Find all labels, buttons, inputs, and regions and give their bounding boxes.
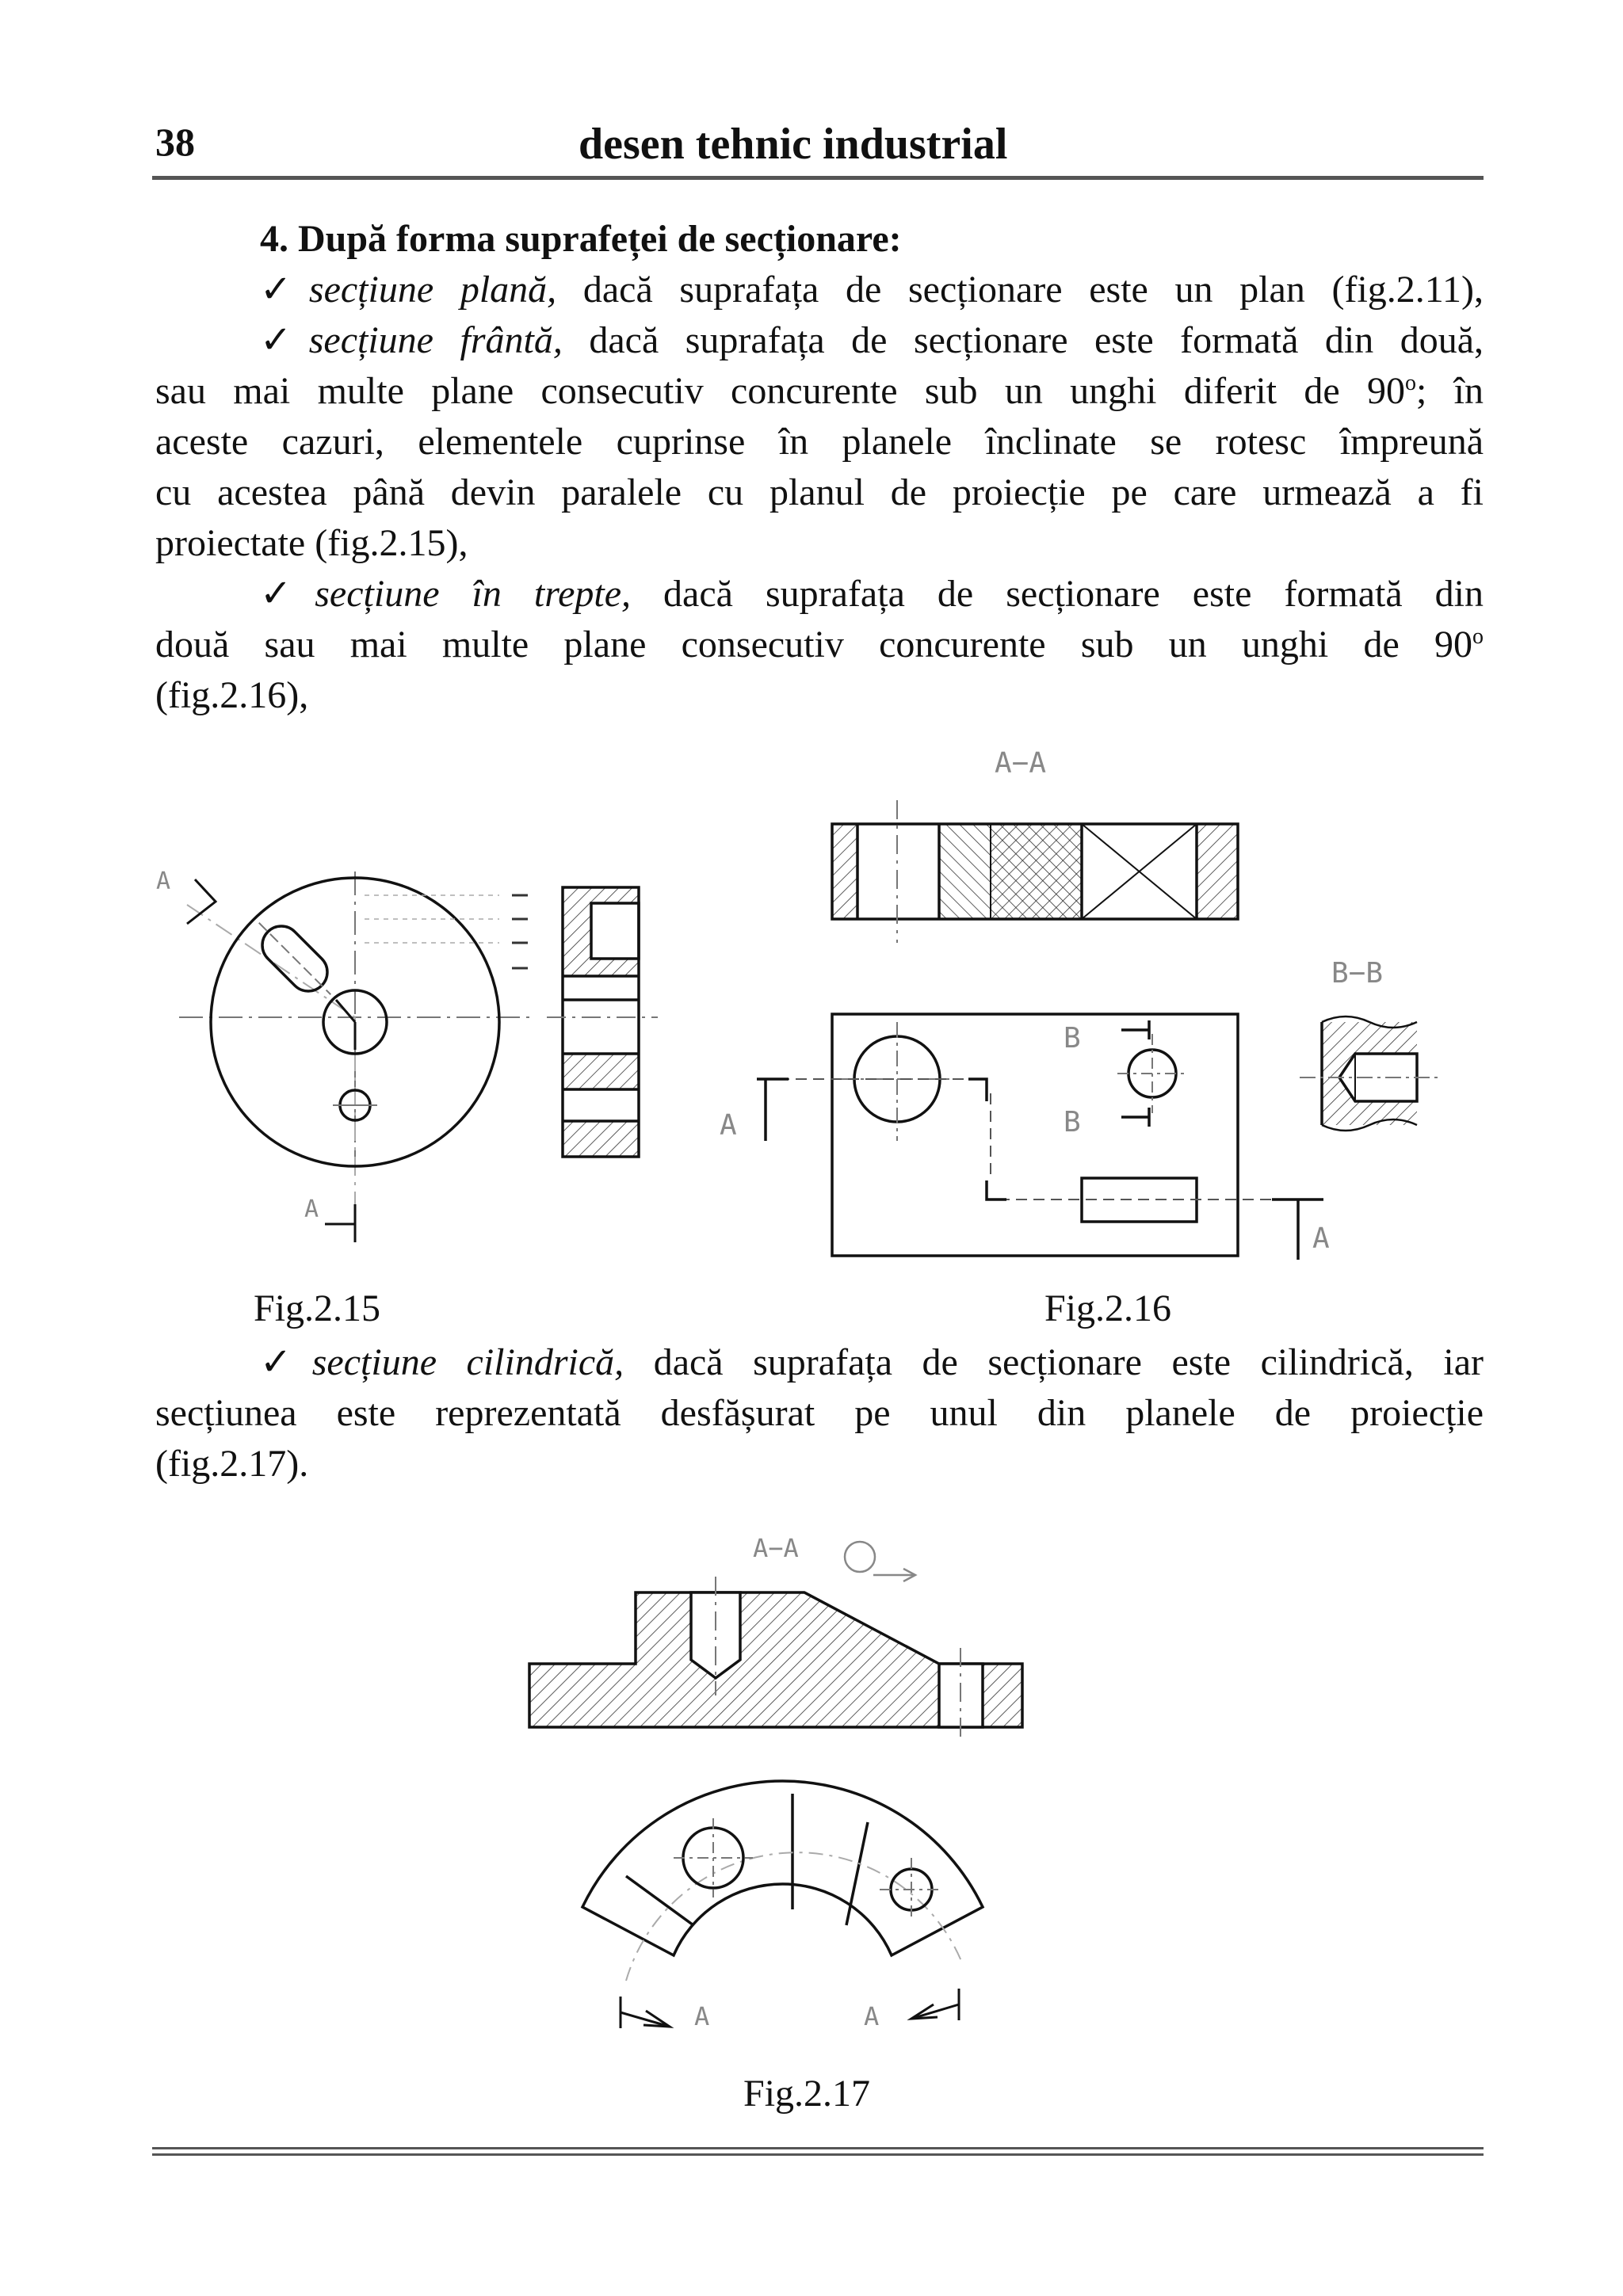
term: secțiune cilindrică,	[311, 1341, 624, 1383]
page-title: desen tehnic industrial	[579, 120, 1008, 169]
text-line: două sau mai multe plane consecutiv concurente sub un unghi de 90$^o$	[155, 624, 1484, 666]
definition: dacă suprafața de secționare este un plan (fig.2.11),	[556, 269, 1484, 311]
fig-2-16-drawing	[757, 800, 1442, 1260]
fig-2-17-section-aa: A−A	[753, 1533, 799, 1563]
text-block-bottom	[155, 1337, 1484, 1489]
caption-fig-2-17: Fig.2.17	[743, 2073, 871, 2115]
fig-2-16-label-b-top: B	[1064, 1022, 1081, 1055]
fig-2-16-section-aa: A−A	[995, 747, 1047, 780]
footer-rule-top	[152, 2147, 1484, 2149]
fig-2-15-drawing	[179, 871, 658, 1242]
page-number: 38	[155, 120, 195, 164]
footer-rule-bottom	[152, 2153, 1484, 2156]
degree-sup: o	[1405, 371, 1417, 395]
text-line: (fig.2.17).	[155, 1443, 309, 1485]
caption-fig-2-15: Fig.2.15	[254, 1287, 381, 1329]
checkmark-icon: ✓	[260, 573, 315, 615]
degree-sup: o	[1472, 624, 1484, 649]
fig-2-17-label-a-left: A	[694, 2001, 710, 2031]
fig-2-16-label-a-right: A	[1312, 1222, 1330, 1255]
definition: dacă suprafața de secționare este formată din două,	[562, 319, 1484, 361]
text-line: aceste cazuri, elementele cuprinse în planele înclinate se rotesc împreună	[155, 421, 1484, 463]
caption-fig-2-16: Fig.2.16	[1044, 1287, 1172, 1329]
term: secțiune frântă,	[308, 319, 563, 361]
fig-2-17-label-a-right: A	[864, 2001, 880, 2031]
fig-2-15-label-a-bottom: A	[304, 1196, 319, 1223]
fig-2-16-section-bb: B−B	[1331, 957, 1384, 990]
term: secțiune în trepte,	[315, 573, 632, 615]
checkmark-icon: ✓	[260, 319, 309, 361]
definition: dacă suprafața de secționare este formată din	[631, 573, 1484, 615]
section-heading: 4. După forma suprafeței de secționare:	[260, 218, 902, 260]
definition: dacă suprafața de secționare este cilindrică, iar	[624, 1341, 1484, 1383]
fig-2-17-drawing	[529, 1542, 1022, 2028]
text-line: sau mai multe plane consecutiv concurente sub un unghi diferit de 90$^o$; în	[155, 370, 1484, 412]
fig-2-15-label-a-top: A	[156, 868, 171, 895]
text-line: (fig.2.16),	[155, 674, 309, 716]
text-line: secțiunea este reprezentată desfășurat pe unul din planele de proiecție	[155, 1392, 1484, 1434]
item-sectiune-cilindrica	[155, 1337, 1484, 1388]
fig-2-16-label-b-bottom: B	[1064, 1106, 1081, 1138]
checkmark-icon: ✓	[260, 269, 309, 311]
text-line: proiectate (fig.2.15),	[155, 522, 468, 564]
term: secțiune plană,	[308, 269, 557, 311]
fig-2-16-label-a-left: A	[720, 1109, 737, 1142]
checkmark-icon: ✓	[260, 1341, 312, 1383]
text-line: cu acestea până devin paralele cu planul de proiecție pe care urmează a fi	[155, 471, 1484, 513]
